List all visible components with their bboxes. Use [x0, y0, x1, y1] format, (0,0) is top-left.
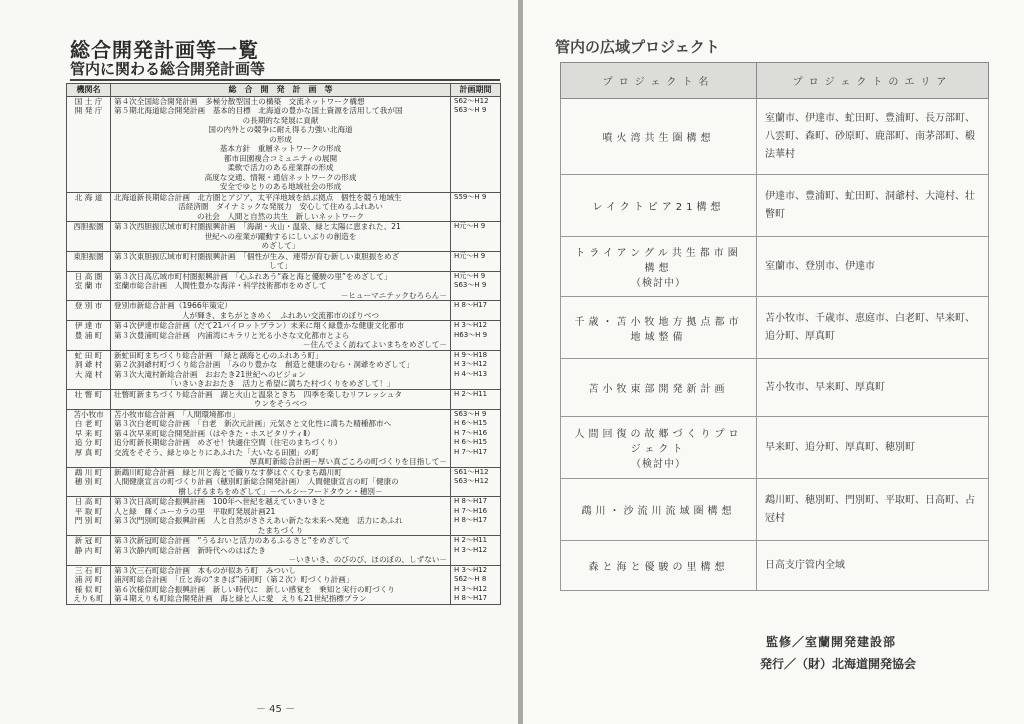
plan-table-body [67, 96, 501, 604]
plan-cell: 第３次門別町総合振興計画 人と自然がささえあい新たな未来へ発進 活力にあふれ [111, 516, 451, 526]
plan-cell: 室蘭市総合計画 人間性豊かな海洋・科学技術都市をめざして [111, 281, 451, 291]
plan-cell: 追分町新長期総合計画 めざせ！快適住空間（住宅のまちづくり） [111, 438, 451, 448]
project-name-cell [561, 99, 757, 175]
period-cell [451, 457, 501, 467]
project-name-cell [561, 541, 757, 591]
org-cell [67, 144, 111, 154]
table-row [67, 497, 501, 507]
table-row [67, 291, 501, 301]
plan-cell: 第３次三石町総合計画 本ものが似あう町 みついし [111, 565, 451, 575]
period-cell: H 8～H17 [451, 516, 501, 526]
period-cell: H元～H 9 [451, 251, 501, 261]
period-cell [451, 212, 501, 222]
table-row [67, 135, 501, 145]
org-cell: 追 分 町 [67, 438, 111, 448]
org-cell [67, 487, 111, 497]
plan-cell: 第３次豊浦町総合計画 内浦湾にキラリと光る小さな文化都市とよら [111, 331, 451, 341]
table-row [67, 438, 501, 448]
period-cell [451, 125, 501, 135]
header-project-name: プロジェクト名 [561, 63, 757, 99]
org-cell: 国 土 庁 [67, 96, 111, 106]
table-row [67, 575, 501, 585]
plan-cell: 世紀への産業が躍動するにしいぶりの創造を [111, 232, 451, 242]
project-name: トライアングル共生都市圏構想 [575, 248, 742, 274]
org-cell: 苫小牧市 [67, 409, 111, 419]
org-cell [67, 116, 111, 126]
table-row [67, 261, 501, 271]
project-row [561, 541, 989, 591]
table-row [67, 116, 501, 126]
table-row [67, 477, 501, 487]
org-cell [67, 457, 111, 467]
project-row [561, 99, 989, 175]
plan-cell: 「いきいきおおたき 活力と希望に満ちた村づくりをめざして！」 [111, 379, 451, 389]
plan-table [66, 83, 501, 605]
table-row [67, 409, 501, 419]
project-name-cell [561, 175, 757, 237]
table-row [67, 202, 501, 212]
org-cell [67, 154, 111, 164]
table-row [67, 379, 501, 389]
plan-cell: 第２次洞爺村町づくり総合計画 「みのり豊かな 創造と健康のむら・洞爺をめざして」 [111, 360, 451, 370]
project-name-cell [561, 297, 757, 359]
org-cell: 浦 河 町 [67, 575, 111, 585]
project-table-header [561, 63, 989, 99]
org-cell: 穂 別 町 [67, 477, 111, 487]
org-cell: 日 高 圏 [67, 271, 111, 281]
project-table [560, 62, 989, 591]
project-name-cell [561, 359, 757, 417]
org-cell [67, 261, 111, 271]
period-cell [451, 173, 501, 183]
org-cell: 東胆振圏 [67, 251, 111, 261]
period-cell [451, 311, 501, 321]
org-cell: 伊 達 市 [67, 321, 111, 331]
org-cell [67, 125, 111, 135]
org-cell: 静 内 町 [67, 546, 111, 556]
table-row [67, 96, 501, 106]
org-cell: 虻 田 町 [67, 350, 111, 360]
table-row [67, 301, 501, 311]
period-cell: H 2～H11 [451, 389, 501, 399]
table-row [67, 281, 501, 291]
period-cell: H 7～H16 [451, 429, 501, 439]
plan-cell: めざして」 [111, 241, 451, 251]
period-cell: H 7～H17 [451, 448, 501, 458]
plan-cell: －いきいき、のびのび、ほのぼの、しずない－ [111, 555, 451, 565]
plan-cell: 国の内外との競争に耐え得る力強い北海道 [111, 125, 451, 135]
period-cell: H 2～H11 [451, 536, 501, 546]
plan-cell: 樹しげるまちをめざして」－ヘルシーフードタウン・穂別－ [111, 487, 451, 497]
project-row [561, 237, 989, 297]
period-cell: S62～H 8 [451, 575, 501, 585]
table-row [67, 546, 501, 556]
project-name: 千歳・苫小牧地方拠点都市地域整備 [574, 316, 743, 343]
plan-cell: 浦河町総合計画 「丘と海の“まきば”浦河町（第２次）町づくり計画」 [111, 575, 451, 585]
credit-publisher: 発行／（財）北海道開発協会 [760, 657, 917, 671]
org-cell [67, 212, 111, 222]
plan-cell: 都市田園複合コミュニティの展開 [111, 154, 451, 164]
table-row [67, 526, 501, 536]
plan-cell: 壮瞥町新まちづくり総合計画 湖と火山と温泉ときち 四季を楽しむリフレッシュタ [111, 389, 451, 399]
table-row [67, 594, 501, 604]
plan-cell: 第３次日高広域市町村圏振興計画 「心ふれあう“森と海と優駿の里”をめざして」 [111, 271, 451, 281]
period-cell [451, 202, 501, 212]
org-cell [67, 173, 111, 183]
table-row [67, 448, 501, 458]
period-cell [451, 340, 501, 350]
org-cell [67, 526, 111, 536]
plan-cell: 第４次全国総合開発計画 多極分散型国土の構築 交流ネットワーク構想 [111, 96, 451, 106]
table-row [67, 163, 501, 173]
org-cell: 日 高 町 [67, 497, 111, 507]
table-row [67, 232, 501, 242]
plan-cell: たまちづくり [111, 526, 451, 536]
period-cell: S63～H 9 [451, 409, 501, 419]
org-cell [67, 399, 111, 409]
org-cell: 門 別 町 [67, 516, 111, 526]
period-cell: S61～H12 [451, 467, 501, 477]
project-table-body [561, 99, 989, 591]
period-cell: H 3～H12 [451, 321, 501, 331]
period-cell [451, 241, 501, 251]
plan-cell: 基本方針 重層ネットワークの形成 [111, 144, 451, 154]
org-cell: えりも町 [67, 594, 111, 604]
table-row [67, 516, 501, 526]
table-row [67, 144, 501, 154]
plan-cell: 北海道新長期総合計画 北方圏とアジア、太平洋地域を結ぶ拠点 個性を競う地域生 [111, 192, 451, 202]
period-cell [451, 182, 501, 192]
table-row [67, 340, 501, 350]
period-cell: H 7～H16 [451, 507, 501, 517]
plan-cell: の形成 [111, 135, 451, 145]
table-row [67, 331, 501, 341]
project-status-note: （検討中） [631, 459, 686, 470]
plan-cell: 第４次早来町総合開発計画（はやきた・ホスピタリティⅡ） [111, 429, 451, 439]
project-area-cell: 鵡川町、穂別町、門別町、平取町、日高町、占冠村 [757, 479, 989, 541]
period-cell: S63～H 9 [451, 106, 501, 116]
table-row [67, 389, 501, 399]
period-cell [451, 487, 501, 497]
table-row [67, 251, 501, 261]
plan-cell: 第３次大滝村新総合計画 おおたき21世紀へのビジョン [111, 370, 451, 380]
plan-cell: の社会 人間と自然の共生 新しいネットワーク [111, 212, 451, 222]
plan-cell: 第３次日高町総合振興計画 100年へ世紀を越えていきいきと [111, 497, 451, 507]
org-cell: 壮 瞥 町 [67, 389, 111, 399]
org-cell: 鵡 川 町 [67, 467, 111, 477]
header-project-area: プロジェクトのエリア [757, 63, 989, 99]
project-name: 苫小牧東部開発新計画 [588, 384, 729, 395]
plan-cell: －ヒューマニテックむろらん－ [111, 291, 451, 301]
org-cell: 新 冠 町 [67, 536, 111, 546]
table-row [67, 457, 501, 467]
plan-cell: 登別市新総合計画（1966年策定） [111, 301, 451, 311]
table-row [67, 106, 501, 116]
period-cell: H 8～H17 [451, 594, 501, 604]
org-cell: 平 取 町 [67, 507, 111, 517]
org-cell: 洞 爺 村 [67, 360, 111, 370]
period-cell: H63～H 9 [451, 331, 501, 341]
period-cell [451, 154, 501, 164]
plan-cell: 新鵡川町総合計画 緑と川と海とで織りなす夢はぐくむまち鵡川町 [111, 467, 451, 477]
project-name-cell [561, 417, 757, 479]
plan-cell: 苫小牧市総合計画 「人間環境都市」 [111, 409, 451, 419]
page-title: 総合開発計画等一覧 [70, 38, 259, 62]
org-cell: 登 別 市 [67, 301, 111, 311]
page-subtitle: 管内に関わる総合開発計画等 [70, 60, 266, 78]
period-cell: H 9～H18 [451, 350, 501, 360]
plan-cell: の長期的な発展に貢献 [111, 116, 451, 126]
org-cell [67, 135, 111, 145]
project-area-cell: 室蘭市、登別市、伊達市 [757, 237, 989, 297]
org-cell [67, 291, 111, 301]
table-row [67, 182, 501, 192]
period-cell [451, 526, 501, 536]
table-row [67, 370, 501, 380]
table-row [67, 222, 501, 232]
table-row [67, 555, 501, 565]
page-number: － 45 － [256, 704, 296, 715]
table-row [67, 173, 501, 183]
period-cell: H 8～H17 [451, 497, 501, 507]
org-cell [67, 202, 111, 212]
org-cell: 早 来 町 [67, 429, 111, 439]
table-row [67, 125, 501, 135]
project-name: 噴火湾共生圏構想 [602, 133, 715, 144]
table-row [67, 507, 501, 517]
period-cell [451, 291, 501, 301]
org-cell: 北 海 道 [67, 192, 111, 202]
table-row [67, 271, 501, 281]
project-name-cell [561, 479, 757, 541]
plan-cell: 人が輝き、まちがときめく ふれあい交流都市のぼりべつ [111, 311, 451, 321]
table-row [67, 429, 501, 439]
org-cell: 様 似 町 [67, 585, 111, 595]
org-cell: 大 滝 村 [67, 370, 111, 380]
period-cell [451, 399, 501, 409]
period-cell: H元～H 9 [451, 271, 501, 281]
table-row [67, 585, 501, 595]
org-cell: 室 蘭 市 [67, 281, 111, 291]
org-cell [67, 241, 111, 251]
period-cell: S59～H 9 [451, 192, 501, 202]
period-cell: S63～H12 [451, 477, 501, 487]
period-cell: H 3～H12 [451, 546, 501, 556]
plan-cell: 第４次伊達市総合計画（だて21パイロットプラン）未来に翔く緑豊かな健康文化都市 [111, 321, 451, 331]
period-cell [451, 232, 501, 242]
period-cell: S63～H 9 [451, 281, 501, 291]
plan-cell: 人間健康宣言の町づくり計画（穂別町新総合開発計画） 人間健康宣言の町「健康の [111, 477, 451, 487]
period-cell: H 4～H13 [451, 370, 501, 380]
org-cell [67, 182, 111, 192]
org-cell [67, 163, 111, 173]
plan-cell: 高度な交通、情報・通信ネットワークの形成 [111, 173, 451, 183]
header-plan: 総 合 開 発 計 画 等 [111, 84, 451, 97]
project-status-note: （検討中） [631, 278, 686, 289]
plan-table-header [67, 84, 501, 97]
org-cell [67, 555, 111, 565]
plan-cell: 第３次西胆振広域市町村圏振興計画 「海湖・火山・温泉、緑と太陽に恵まれた、21 [111, 222, 451, 232]
period-cell [451, 261, 501, 271]
table-row [67, 192, 501, 202]
project-row [561, 359, 989, 417]
plan-cell: 人と緑 輝くユーカラの里 平取町発展計画21 [111, 507, 451, 517]
project-row [561, 297, 989, 359]
plan-cell: 第３次新冠町総合計画 “うるおいと活力のあるふるさと”をめざして [111, 536, 451, 546]
period-cell: H 3～H12 [451, 585, 501, 595]
period-cell [451, 144, 501, 154]
plan-cell: して」 [111, 261, 451, 271]
period-cell: S62～H12 [451, 96, 501, 106]
project-name: 鵡川・沙流川流域圏構想 [581, 506, 736, 517]
projects-title: 管内の広域プロジェクト [555, 38, 720, 56]
plan-cell: 第３次白老町総合計画 「自老 新次元計画」元気さと文化性に満ちた精種都市へ [111, 419, 451, 429]
table-row [67, 321, 501, 331]
period-cell [451, 116, 501, 126]
period-cell [451, 555, 501, 565]
period-cell [451, 163, 501, 173]
table-row [67, 360, 501, 370]
plan-cell: 第４期えりも町総合開発計画 海と緑と人に愛 えりも21世紀指標プラン [111, 594, 451, 604]
project-name: レイクトピア21構想 [592, 202, 725, 213]
org-cell [67, 232, 111, 242]
project-row [561, 479, 989, 541]
period-cell [451, 379, 501, 389]
table-row [67, 419, 501, 429]
org-cell: 西胆振圏 [67, 222, 111, 232]
period-cell: H 3～H12 [451, 360, 501, 370]
table-row [67, 536, 501, 546]
table-row [67, 487, 501, 497]
org-cell: 豊 浦 町 [67, 331, 111, 341]
table-row [67, 565, 501, 575]
table-row [67, 467, 501, 477]
period-cell: H 8～H17 [451, 301, 501, 311]
header-org: 機関名 [67, 84, 111, 97]
table-row [67, 241, 501, 251]
plan-cell: ウンをそうべつ [111, 399, 451, 409]
table-row [67, 212, 501, 222]
plan-cell: 安全でゆとりのある地域社会の形成 [111, 182, 451, 192]
plan-cell: 第６次様似町総合振興計画 新しい時代に 新しい感覚を 乗知と実行の町づくり [111, 585, 451, 595]
project-row [561, 417, 989, 479]
header-period: 計画期間 [451, 84, 501, 97]
plan-cell: 第３次静内町総合計画 新時代へのはばたき [111, 546, 451, 556]
org-cell: 開 発 庁 [67, 106, 111, 116]
org-cell: 白 老 町 [67, 419, 111, 429]
org-cell: 厚 真 町 [67, 448, 111, 458]
table-row [67, 154, 501, 164]
plan-cell: 柔軟で活力のある産業群の形成 [111, 163, 451, 173]
plan-cell: 厚真町新総合計画－厚い真ごころの町づくりを目指して－ [111, 457, 451, 467]
period-cell [451, 135, 501, 145]
project-area-cell: 苫小牧市、早来町、厚真町 [757, 359, 989, 417]
period-cell: H 3～H12 [451, 565, 501, 575]
org-cell [67, 340, 111, 350]
plan-cell: 新虻田町まちづくり総合計画 「緑と湖海と心のふれあう町」 [111, 350, 451, 360]
project-name-cell [561, 237, 757, 297]
org-cell: 三 石 町 [67, 565, 111, 575]
plan-cell: 第３次東胆振広域市町村圏振興計画 「個性が生み、連帯が育む新しい東胆振をめざ [111, 251, 451, 261]
project-area-cell: 早来町、追分町、厚真町、穂別町 [757, 417, 989, 479]
project-area-cell: 室蘭市、伊達市、虻田町、豊浦町、長万部町、八雲町、森町、砂原町、鹿部町、南茅部町、椴法華村 [757, 99, 989, 175]
project-row [561, 175, 989, 237]
table-row [67, 350, 501, 360]
project-area-cell: 日高支庁管内全域 [757, 541, 989, 591]
period-cell: H 6～H15 [451, 438, 501, 448]
project-name: 森と海と優駿の里構想 [588, 562, 729, 573]
project-area-cell: 苫小牧市、千歳市、恵庭市、白老町、早来町、追分町、厚真町 [757, 297, 989, 359]
title-rule [70, 79, 500, 81]
org-cell [67, 379, 111, 389]
table-row [67, 311, 501, 321]
period-cell: H元～H 9 [451, 222, 501, 232]
project-area-cell: 伊達市、豊浦町、虻田町、洞爺村、大滝村、壮瞥町 [757, 175, 989, 237]
project-name: 人間回復の故郷づくりプロジェクト [574, 429, 743, 455]
plan-cell: －住んでよく訪ねてよいまちをめざして－ [111, 340, 451, 350]
period-cell: H 6～H15 [451, 419, 501, 429]
plan-cell: 活経済圏 ダイナミックな発展力 安心して住めるふれあい [111, 202, 451, 212]
credit-supervision: 監修／室蘭開発建設部 [766, 635, 897, 649]
plan-cell: 第５期北海道総合開発計画 基本的目標 北海道の豊かな国土資源を活用して我が国 [111, 106, 451, 116]
plan-cell: 交流をそそう、緑とゆとりにあふれた「大いなる田園」の町 [111, 448, 451, 458]
table-row [67, 399, 501, 409]
org-cell [67, 311, 111, 321]
